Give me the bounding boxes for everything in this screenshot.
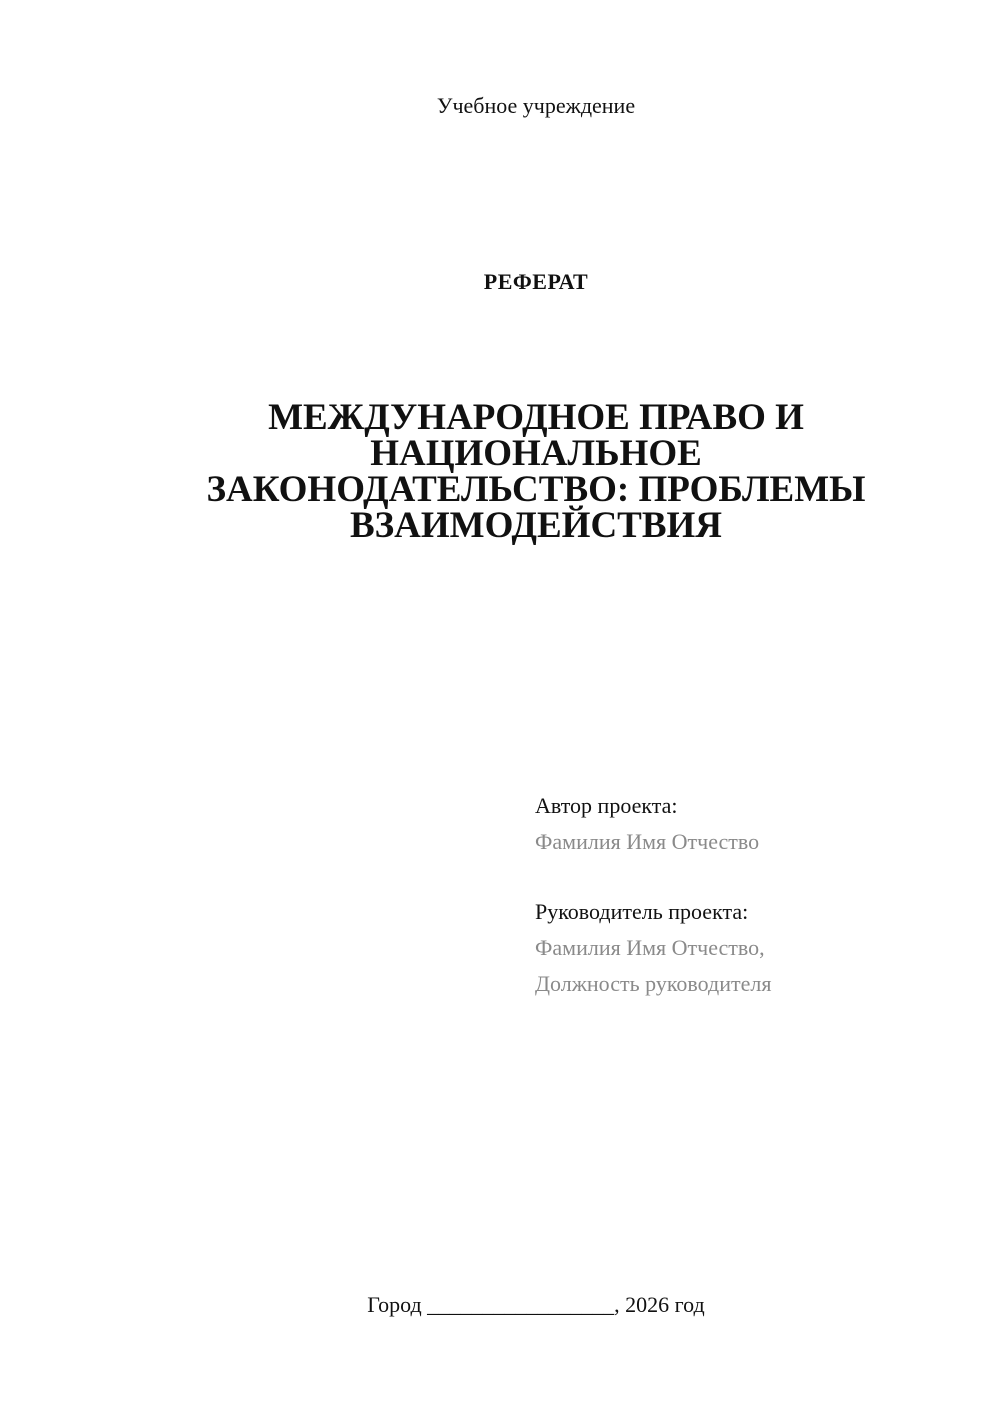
institution-name: Учебное учреждение	[436, 93, 636, 118]
document-title	[150, 397, 922, 546]
author-block	[535, 788, 975, 1002]
supervisor-name: Фамилия Имя Отчество,	[535, 935, 765, 960]
supervisor-label: Руководитель проекта:	[535, 899, 749, 924]
title-line: МЕЖДУНАРОДНОЕ ПРАВО И	[268, 397, 804, 438]
city-year-line: Город _________________, 2026 год	[367, 1292, 705, 1317]
title-line: ВЗАИМОДЕЙСТВИЯ	[349, 505, 723, 546]
title-line: НАЦИОНАЛЬНОЕ	[370, 433, 702, 474]
author-label: Автор проекта:	[535, 793, 678, 818]
supervisor-position: Должность руководителя	[535, 971, 772, 996]
title-line: ЗАКОНОДАТЕЛЬСТВО: ПРОБЛЕМЫ	[206, 469, 866, 510]
author-name: Фамилия Имя Отчество	[535, 829, 760, 854]
spacer	[535, 860, 975, 894]
document-type: РЕФЕРАТ	[483, 269, 589, 294]
